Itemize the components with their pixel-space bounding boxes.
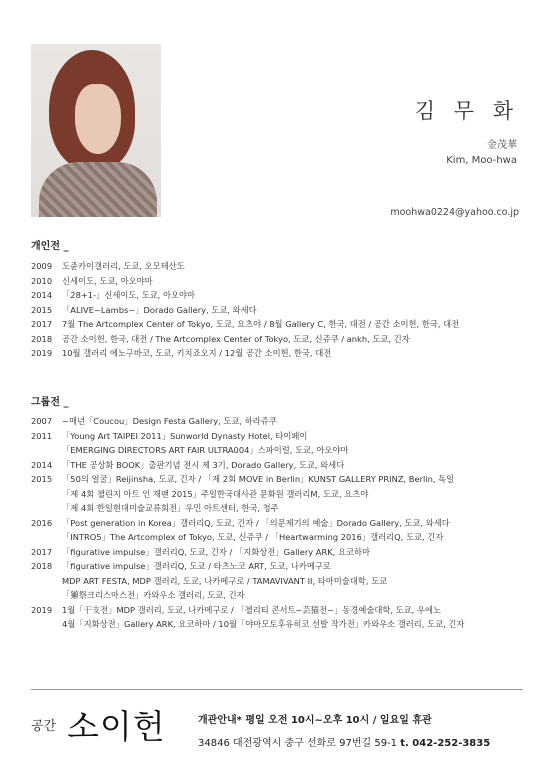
- exhibition-year: 2018: [31, 561, 53, 571]
- solo-exhibition-row: [31, 303, 531, 318]
- exhibition-text: 「figurative impulse」갤러리Q, 도쿄, 긴자 / 「지화상전」Gallery ARK, 요코하마: [62, 546, 371, 557]
- exhibition-year: 2019: [31, 348, 53, 358]
- exhibition-text: 「THE 공상화 BOOK」출판기념 전시 제 3기, Dorado Gallery, 도쿄, 와세다: [62, 459, 345, 470]
- exhibition-text: 「figurative impulse」갤러리Q, 도쿄 / 타츠노코 ART, 도쿄, 나카메구로: [62, 561, 331, 571]
- exhibition-year: 2014: [31, 290, 53, 300]
- group-exhibition-row: [31, 487, 531, 502]
- exhibition-text: 도쥰카이갤러리, 도쿄, 오모테산도: [62, 261, 185, 271]
- exhibition-text: ~매년「Coucou」Design Festa Gallery, 도쿄, 하라쥬쿠: [62, 416, 277, 426]
- exhibition-text: 「ALIVE~Lambs~」Dorado Gallery, 도쿄, 와세다: [62, 304, 257, 315]
- exhibition-year: [31, 501, 62, 516]
- group-exhibition-row: [31, 472, 531, 487]
- exhibition-year: [31, 530, 62, 545]
- solo-exhibition-row: [31, 317, 531, 332]
- logo-small-text: 공간: [31, 719, 57, 734]
- exhibition-text: 「28+1-」신세이도, 도쿄, 아오야마: [62, 290, 196, 300]
- exhibition-year: 2016: [31, 517, 53, 528]
- opening-info: [198, 711, 432, 726]
- logo-main-text: 소이헌: [67, 707, 166, 746]
- group-exhibition-row: [31, 501, 531, 516]
- exhibition-text: 「INTRO5」The Artcomplex of Tokyo, 도쿄, 신쥬쿠 / 「Heartwarming 2016」갤러리Q, 도쿄, 긴자: [62, 532, 444, 542]
- group-exhibition-row: [31, 443, 531, 458]
- group-exhibition-row: [31, 588, 531, 603]
- exhibition-text: 「제 4회 챌린지 아트 인 재팬 2015」주일한국대사관 문화원 갤러리M, 도쿄, 요츠야: [62, 488, 369, 499]
- exhibition-text: 「獺祭크리스마스전」카와우소 갤러리, 도쿄, 긴자: [62, 590, 245, 600]
- group-exhibition-row: [31, 559, 531, 574]
- group-exhibition-row: [31, 458, 531, 473]
- exhibition-year: 2015: [31, 304, 53, 315]
- group-exhibition-row: [31, 574, 531, 589]
- exhibition-text: 4월「지화상전」Gallery ARK, 요코하마 / 10월「야마모토후유히코 선발 작가전」카와우소 갤러리, 도쿄, 긴자: [62, 619, 465, 629]
- opening-info-label: 개관안내*: [198, 715, 242, 726]
- exhibition-text: 「Post generation in Korea」갤러리Q, 도쿄, 긴자 / 「의문제기의 예술」Dorado Gallery, 도쿄, 와세다: [62, 517, 450, 528]
- exhibition-year: 2017: [31, 546, 53, 557]
- group-exhibition-row: [31, 516, 531, 531]
- group-exhibition-row: [31, 545, 531, 560]
- exhibition-text: MDP ART FESTA, MDP 갤러리, 도쿄, 나카메구로 / TAMAVIVANT II, 타마미술대학, 도쿄: [62, 575, 388, 586]
- group-exhibitions-title: 그룹전 _: [31, 397, 69, 408]
- exhibition-year: 2010: [31, 275, 53, 286]
- exhibition-text: 신세이도, 도쿄, 아오야마: [62, 275, 153, 286]
- exhibition-year: [31, 487, 62, 502]
- group-exhibition-row: [31, 617, 531, 632]
- exhibition-year: [31, 574, 62, 589]
- contact-info: [198, 734, 490, 749]
- artist-name-hanja: 金茂華: [487, 140, 517, 151]
- group-exhibitions-list: [31, 414, 531, 632]
- exhibition-text: 「EMERGING DIRECTORS ART FAIR ULTRA004」스파이럴, 도쿄, 아오야마: [62, 445, 349, 455]
- exhibition-year: 2018: [31, 333, 53, 344]
- exhibition-year: 2015: [31, 474, 53, 484]
- exhibition-text: 7월 The Artcomplex Center of Tokyo, 도쿄, 요츠야 / 8월 Gallery C, 한국, 대전 / 공간 소이헌, 한국, 대전: [62, 319, 460, 329]
- exhibition-year: [31, 588, 62, 603]
- footer-divider: [31, 689, 523, 690]
- gallery-logo: [31, 701, 181, 749]
- group-exhibition-row: [31, 603, 531, 618]
- artist-name-korean: 김 무 화: [414, 99, 519, 123]
- artist-email: moohwa0224@yahoo.co.jp: [390, 207, 519, 218]
- exhibition-year: [31, 617, 62, 632]
- exhibition-year: 2011: [31, 430, 53, 441]
- group-exhibition-row: [31, 530, 531, 545]
- address: 34846 대전광역시 중구 선화로 97번길 59-1: [198, 738, 398, 749]
- artist-photo: [31, 44, 161, 217]
- exhibition-year: 2014: [31, 459, 53, 470]
- exhibition-text: 1월「干支전」MDP 갤러리, 도쿄, 나카메구로 / 「첼리티 콘서트~芸猫전~」동경예술대학, 도쿄, 우에노: [62, 604, 441, 615]
- solo-exhibitions-title: 개인전 _: [31, 241, 69, 252]
- exhibition-year: [31, 443, 62, 458]
- exhibition-text: 10월 갤러리 에노구바코, 도쿄, 키치죠오지 / 12월 공간 소이헌, 한국, 대전: [62, 348, 332, 358]
- group-exhibition-row: [31, 429, 531, 444]
- solo-exhibitions-list: [31, 259, 531, 361]
- exhibition-year: 2019: [31, 604, 53, 615]
- exhibition-text: 공간 소이헌, 한국, 대전 / The Artcomplex Center of Tokyo, 도쿄, 신쥬쿠 / ankh, 도쿄, 긴자: [62, 333, 410, 344]
- group-exhibition-row: [31, 414, 531, 429]
- exhibition-text: 「제 4회 한일현대미술교류회전」우민 아트센터, 한국, 청주: [62, 503, 279, 513]
- exhibition-year: 2009: [31, 261, 53, 271]
- solo-exhibition-row: [31, 259, 531, 274]
- solo-exhibition-row: [31, 288, 531, 303]
- solo-exhibition-row: [31, 346, 531, 361]
- exhibition-year: 2007: [31, 416, 53, 426]
- solo-exhibition-row: [31, 332, 531, 347]
- opening-hours: 평일 오전 10시~오후 10시 / 일요일 휴관: [245, 715, 432, 726]
- telephone: t. 042-252-3835: [400, 738, 491, 749]
- artist-name-english: Kim, Moo-hwa: [446, 155, 517, 166]
- exhibition-text: 「50의 얼굴」Reijinsha, 도쿄, 긴자 / 「제 2회 MOVE in Berlin」KUNST GALLERY PRINZ, Berlin, 독일: [62, 474, 455, 484]
- exhibition-text: 「Young Art TAIPEI 2011」Sunworld Dynasty Hotel, 타이페이: [62, 430, 308, 441]
- solo-exhibition-row: [31, 274, 531, 289]
- exhibition-year: 2017: [31, 319, 53, 329]
